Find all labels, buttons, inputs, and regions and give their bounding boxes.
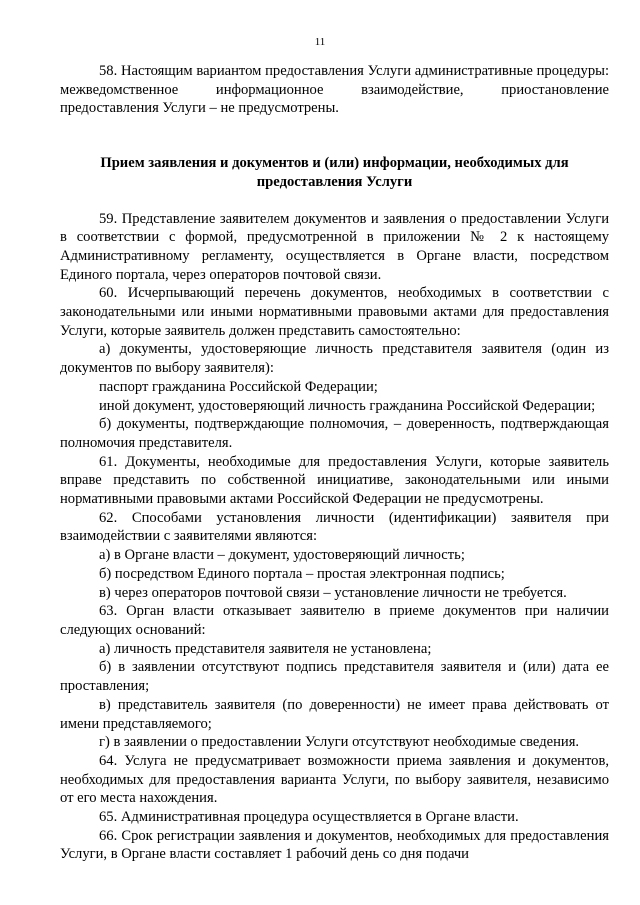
paragraph-63-c: в) представитель заявителя (по доверенности) не имеет права действовать от имени представляемого; xyxy=(60,696,609,732)
paragraph-62-c: в) через операторов почтовой связи – установление личности не требуется. xyxy=(99,584,567,601)
paragraph-64: 64. Услуга не предусматривает возможности приема заявления и документов, необходимых для предоставления варианта Услуги, по выбору заявителя, независимо от его места нахождения. xyxy=(60,752,609,807)
paragraph-60-a: а) документы, удостоверяющие личность представителя заявителя (один из документов по выбору заявителя): xyxy=(60,341,609,377)
paragraph-66: 66. Срок регистрации заявления и документов, необходимых для предоставления Услуги, в Органе власти составляет 1 рабочий день со дня подачи xyxy=(60,827,609,863)
paragraph-65: 65. Административная процедура осуществляется в Органе власти. xyxy=(99,809,519,826)
paragraph-60-a-other-document: иной документ, удостоверяющий личность гражданина Российской Федерации; xyxy=(99,397,596,414)
paragraph-63-b: б) в заявлении отсутствуют подпись представителя заявителя и (или) дата ее проставления; xyxy=(60,659,609,695)
document-body xyxy=(60,62,609,864)
paragraph-61: 61. Документы, необходимые для предоставления Услуги, которые заявитель вправе представить по собственной инициативе, законодательными или иными нормативными правовыми актами Российской Федерации не предусмотрены. xyxy=(60,453,609,508)
paragraph-58: 58. Настоящим вариантом предоставления Услуги административные процедуры: межведомственное информационное взаимодействие, приостановление предоставления Услуги – не предусмотрены. xyxy=(60,63,609,117)
section-heading: Прием заявления и документов и (или) информации, необходимых для предоставления Услуги xyxy=(100,155,569,190)
paragraph-62-a: а) в Органе власти – документ, удостоверяющий личность; xyxy=(99,547,465,564)
paragraph-60-a-passport: паспорт гражданина Российской Федерации; xyxy=(99,378,378,395)
paragraph-62: 62. Способами установления личности (идентификации) заявителя при взаимодействии с заявителями являются: xyxy=(60,509,609,545)
page-number: 11 xyxy=(314,36,326,48)
paragraph-60: 60. Исчерпывающий перечень документов, необходимых в соответствии с законодательными или иными нормативными правовыми актами для предоставления Услуги, которые заявитель должен представить самостоятельно: xyxy=(60,285,609,339)
paragraph-63: 63. Орган власти отказывает заявителю в приеме документов при наличии следующих оснований: xyxy=(60,603,609,638)
paragraph-63-a: а) личность представителя заявителя не установлена; xyxy=(99,640,432,657)
paragraph-59: 59. Представление заявителем документов и заявления о предоставлении Услуги в соответствии с формой, предусмотренной в приложении № 2 к настоящему Административному регламенту, осуществляется в Органе власти, посредством Единого портала, через операторов почтовой связи. xyxy=(60,210,609,283)
paragraph-60-b: б) документы, подтверждающие полномочия, – доверенность, подтверждающая полномочия представителя. xyxy=(60,416,609,451)
paragraph-62-b: б) посредством Единого портала – простая электронная подпись; xyxy=(99,565,505,582)
paragraph-63-d: г) в заявлении о предоставлении Услуги отсутствуют необходимые сведения. xyxy=(99,734,580,751)
